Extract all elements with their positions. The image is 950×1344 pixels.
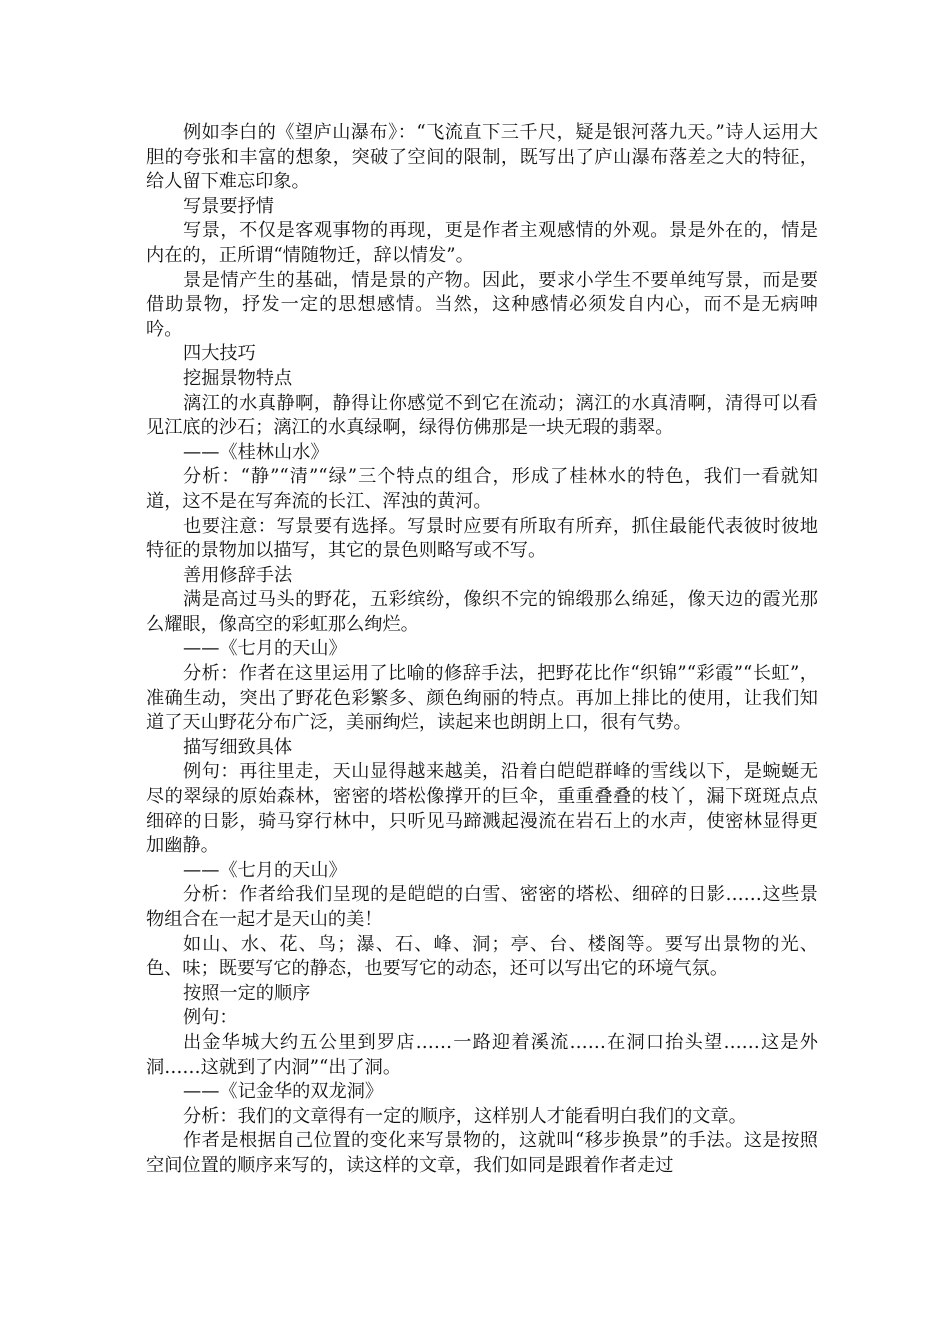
paragraph-wildflowers-quote: 满是高过马头的野花，五彩缤纷，像织不完的锦缎那么绵延，像天边的霞光那么耀眼，像高空的彩虹那么绚烂。 <box>146 589 818 635</box>
source-tianshan-2: ——《七月的天山》 <box>183 859 347 881</box>
paragraph-scenery-basis: 景是情产生的基础，情是景的产物。因此，要求小学生不要单纯写景，而是要借助景物，抒发一定的思想感情。当然，这种感情必须发自内心，而不是无病呻吟。 <box>146 269 818 340</box>
source-jinhua: ——《记金华的双龙洞》 <box>183 1081 384 1103</box>
paragraph-scenery-definition: 写景，不仅是客观事物的再现，更是作者主观感情的外观。景是外在的，情是内在的，正所谓“情随物迁，辞以情发”。 <box>146 220 818 266</box>
source-guilin: ——《桂林山水》 <box>183 441 329 463</box>
heading-scenery-emotion: 写景要抒情 <box>183 195 274 217</box>
paragraph-analysis-order: 分析：我们的文章得有一定的顺序，这样别人才能看明白我们的文章。 <box>183 1105 747 1127</box>
paragraph-analysis-rhetoric: 分析：作者在这里运用了比喻的修辞手法，把野花比作“织锦”“彩霞”“长虹”，准确生动，突出了野花色彩繁多、颜色绚丽的特点。再加上排比的使用，让我们知道了天山野花分布广泛，美丽绚烂，读起来也朗朗上口，很有气势。 <box>146 663 818 734</box>
paragraph-jinhua-quote: 出金华城大约五公里到罗店……一路迎着溪流……在洞口抬头望……这是外洞……这就到了内洞”“出了洞。 <box>146 1031 818 1078</box>
paragraph-forest-quote: 例句：再往里走，天山显得越来越美，沿着白皑皑群峰的雪线以下，是蜿蜒无尽的翠绿的原始森林，密密的塔松像撑开的巨伞，重重叠叠的枝丫，漏下斑斑点点细碎的日影，骑马穿行林中，只听见马蹄溅起漫流在岩石上的水声，使密林显得更加幽静。 <box>146 761 818 857</box>
heading-four-techniques: 四大技巧 <box>183 343 256 365</box>
source-tianshan-1: ——《七月的天山》 <box>183 638 347 660</box>
heading-order: 按照一定的顺序 <box>183 982 311 1004</box>
heading-find-features: 挖掘景物特点 <box>183 367 293 389</box>
heading-rhetoric: 善用修辞手法 <box>183 564 293 586</box>
document-body <box>146 121 818 1179</box>
label-example: 例句： <box>183 1007 238 1029</box>
paragraph-lushan-waterfall: 例如李白的《望庐山瀑布》：“飞流直下三千尺，疑是银河落九天。”诗人运用大胆的夸张和丰富的想象，突破了空间的限制，既写出了庐山瀑布落差之大的特征，给人留下难忘印象。 <box>146 122 818 193</box>
paragraph-selection-note: 也要注意：写景要有选择。写景时应要有所取有所弃，抓住最能代表彼时彼地特征的景物加以描写，其它的景色则略写或不写。 <box>146 515 818 562</box>
paragraph-analysis-tianshan: 分析：作者给我们呈现的是皑皑的白雪、密密的塔松、细碎的日影……这些景物组合在一起才是天山的美！ <box>146 884 818 930</box>
paragraph-lijiang-quote: 漓江的水真静啊，静得让你感觉不到它在流动；漓江的水真清啊，清得可以看见江底的沙石；漓江的水真绿啊，绿得仿佛那是一块无瑕的翡翠。 <box>146 392 818 439</box>
paragraph-analysis-guilin: 分析：“静”“清”“绿”三个特点的组合，形成了桂林水的特色，我们一看就知道，这不是在写奔流的长江、浑浊的黄河。 <box>146 466 818 512</box>
paragraph-scenery-elements: 如山、水、花、鸟；瀑、石、峰、洞；亭、台、楼阁等。要写出景物的光、色、味；既要写它的静态，也要写它的动态，还可以写出它的环境气氛。 <box>146 933 818 980</box>
heading-detailed-description: 描写细致具体 <box>183 736 293 758</box>
paragraph-moving-scenery: 作者是根据自己位置的变化来写景物的，这就叫“移步换景”的手法。这是按照空间位置的顺序来写的，读这样的文章，我们如同是跟着作者走过 <box>146 1130 818 1176</box>
